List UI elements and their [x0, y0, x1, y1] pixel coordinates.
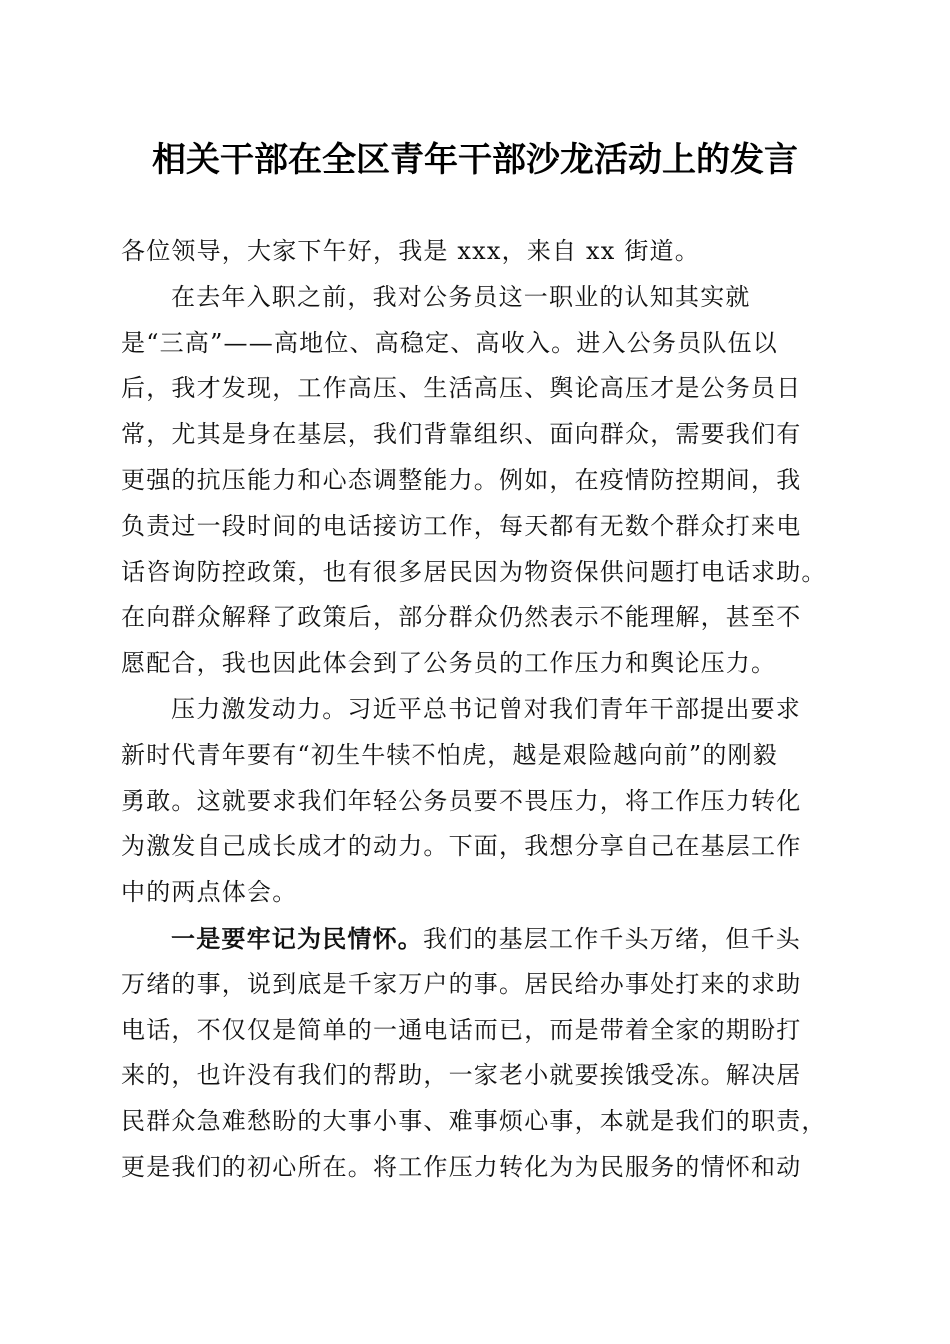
text-line: 压力激发动力。习近平总书记曾对我们青年干部提出要求: [171, 694, 801, 723]
text-line: 电话，不仅仅是简单的一通电话而已，而是带着全家的期盼打: [121, 1015, 802, 1044]
text-line: 新时代青年要有“初生牛犊不怕虎，越是艰险越向前”的刚毅: [121, 740, 778, 769]
bold-heading: 一是要牢记为民情怀。: [171, 923, 423, 953]
text-line: 万绪的事，说到底是千家万户的事。居民给办事处打来的求助: [121, 969, 802, 998]
text-line: 负责过一段时间的电话接访工作，每天都有无数个群众打来电: [121, 511, 802, 540]
text-line: 各位领导，大家下午好，我是 xxx，来自 xx 街道。: [121, 237, 700, 265]
text-line: 更是我们的初心所在。将工作压力转化为为民服务的情怀和动: [121, 1152, 802, 1181]
text-line: 民群众急难愁盼的大事小事、难事烦心事，本就是我们的职责，: [121, 1107, 827, 1136]
text-line: 在向群众解释了政策后，部分群众仍然表示不能理解，甚至不: [121, 603, 802, 632]
text-line: 在去年入职之前，我对公务员这一职业的认知其实就: [171, 282, 751, 311]
text-line: 更强的抗压能力和心态调整能力。例如，在疫情防控期间，我: [121, 465, 802, 494]
text-line-rest: 我们的基层工作千头万绪，但千头: [423, 924, 801, 953]
text-line: 为激发自己成长成才的动力。下面，我想分享自己在基层工作: [121, 832, 802, 861]
document-body: [121, 229, 831, 1191]
text-line: 后，我才发现，工作高压、生活高压、舆论高压才是公务员日: [121, 374, 802, 403]
text-line: 来的，也许没有我们的帮助，一家老小就要挨饿受冻。解决居: [121, 1061, 802, 1090]
text-line: 愿配合，我也因此体会到了公务员的工作压力和舆论压力。: [121, 649, 777, 678]
text-line: 勇敢。这就要求我们年轻公务员要不畏压力，将工作压力转化: [121, 786, 802, 815]
text-line: 常，尤其是身在基层，我们背靠组织、面向群众，需要我们有: [121, 420, 802, 449]
text-line: 是“三高”——高地位、高稳定、高收入。进入公务员队伍以: [121, 328, 778, 357]
text-line: 话咨询防控政策，也有很多居民因为物资保供问题打电话求助。: [121, 557, 827, 586]
document-title: 相关干部在全区青年干部沙龙活动上的发言: [152, 140, 798, 180]
text-line: 中的两点体会。: [121, 878, 298, 907]
text-line: [121, 916, 831, 962]
